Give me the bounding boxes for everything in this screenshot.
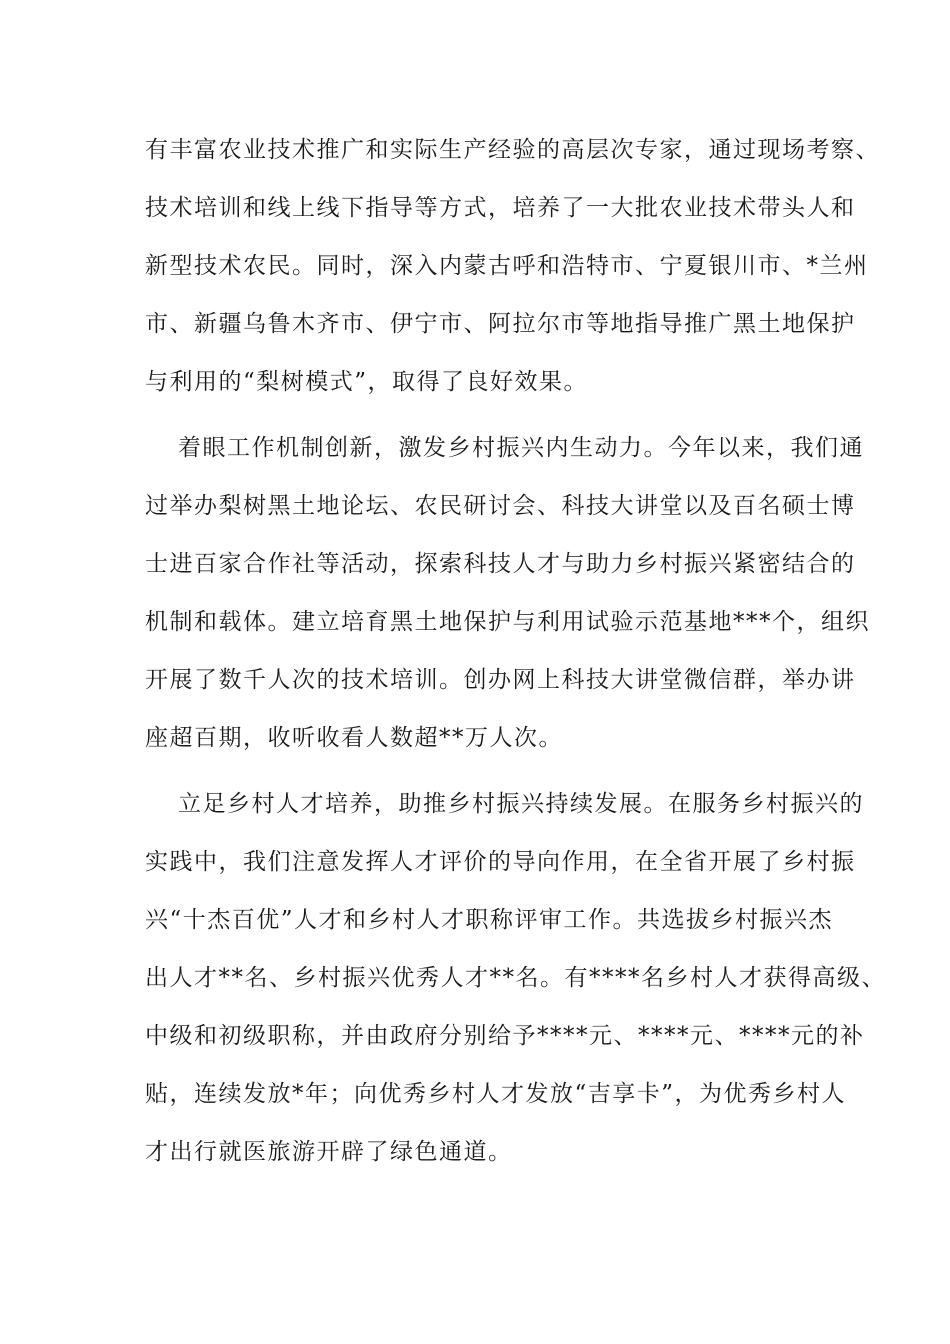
paragraph-line: 开展了数千人次的技术培训。创办网上科技大讲堂微信群，举办讲 — [145, 667, 856, 693]
paragraph-line: 实践中，我们注意发挥人才评价的导向作用，在全省开展了乡村振 — [145, 849, 856, 875]
paragraph-line: 有丰富农业技术推广和实际生产经验的高层次专家，通过现场考察、 — [145, 137, 880, 163]
paragraph-line: 才出行就医旅游开辟了绿色通道。 — [145, 1139, 513, 1165]
paragraph-line: 士进百家合作社等活动，探索科技人才与助力乡村振兴紧密结合的 — [145, 551, 856, 577]
paragraph-line: 兴“十杰百优”人才和乡村人才职称评审工作。共选拔乡村振兴杰 — [145, 907, 834, 933]
paragraph-line: 着眼工作机制创新，激发乡村振兴内生动力。今年以来，我们通 — [178, 435, 864, 461]
paragraph-line: 贴，连续发放*年；向优秀乡村人才发放“吉享卡”，为优秀乡村人 — [145, 1081, 847, 1107]
paragraph-line: 立足乡村人才培养，助推乡村振兴持续发展。在服务乡村振兴的 — [178, 791, 864, 817]
paragraph-line: 与利用的“梨树模式”，取得了良好效果。 — [145, 369, 589, 395]
paragraph-line: 座超百期，收听收看人数超**万人次。 — [145, 725, 563, 751]
paragraph-line: 新型技术农民。同时，深入内蒙古呼和浩特市、宁夏银川市、*兰州 — [145, 253, 869, 279]
paragraph-line: 市、新疆乌鲁木齐市、伊宁市、阿拉尔市等地指导推广黑土地保护 — [145, 311, 856, 337]
paragraph-line: 过举办梨树黑土地论坛、农民研讨会、科技大讲堂以及百名硕士博 — [145, 493, 856, 519]
paragraph-line: 技术培训和线上线下指导等方式，培养了一大批农业技术带头人和 — [145, 195, 856, 221]
paragraph-line: 机制和载体。建立培育黑土地保护与利用试验示范基地***个，组织 — [145, 609, 870, 635]
paragraph-line: 出人才**名、乡村振兴优秀人才**名。有****名乡村人才获得高级、 — [145, 965, 886, 991]
paragraph-line: 中级和初级职称，并由政府分别给予****元、****元、****元的补 — [145, 1023, 865, 1049]
